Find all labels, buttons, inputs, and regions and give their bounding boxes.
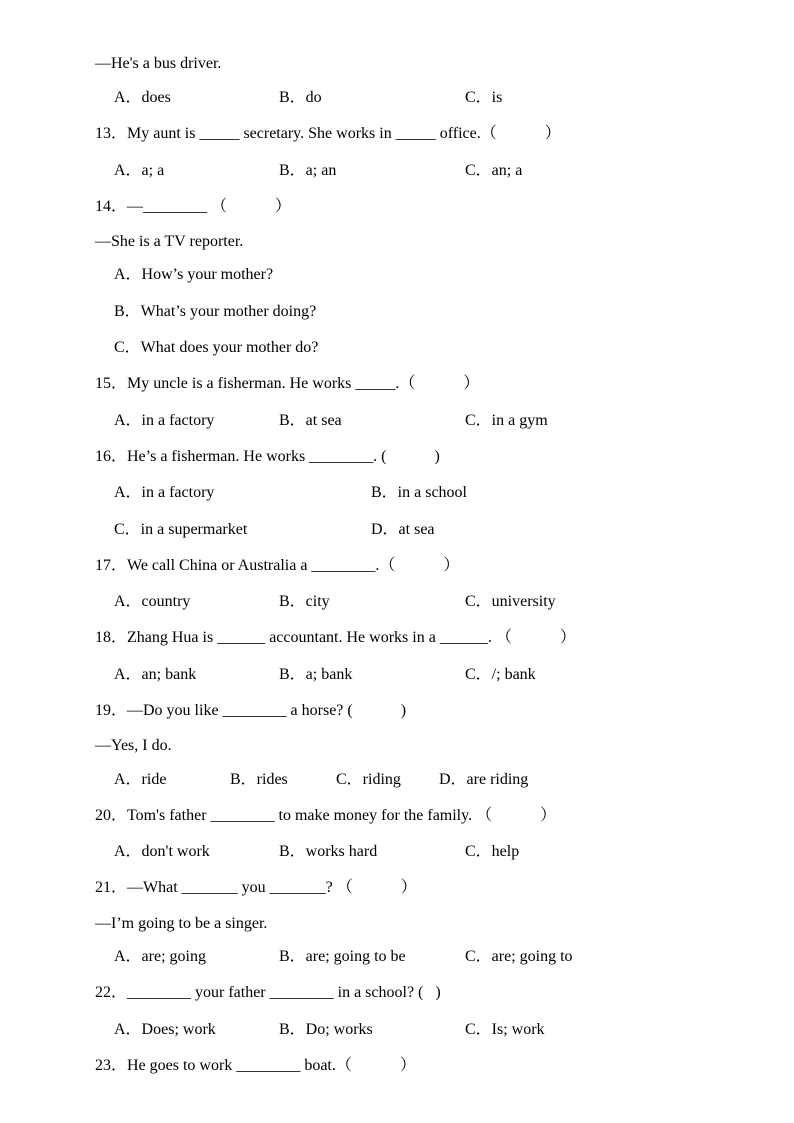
question-16: 16．He’s a fisherman. He works ________. ( ) [95,448,440,465]
option-a: A．ride [114,771,167,788]
question-17: 17．We call China or Australia a ________.（ ） [95,557,460,574]
question-20: 20．Tom's father ________ to make money for the family. （ ） [95,807,557,824]
option-b: B．are; going to be [279,948,406,965]
option-b: B．at sea [279,412,342,429]
option-c: C．are; going to [465,948,573,965]
question-22: 22．________ your father ________ in a school? ( ) [95,984,441,1001]
option-c: C．riding [336,771,401,788]
answer-line: —He's a bus driver. [95,55,222,72]
option-a: A．in a factory [114,412,215,429]
option-b: B．rides [230,771,288,788]
option-a: A．does [114,89,171,106]
option-b: B．What’s your mother doing? [114,303,317,320]
question-15: 15．My uncle is a fisherman. He works _____.（ ） [95,375,480,392]
option-d: D．at sea [371,521,435,538]
option-c: C．in a supermarket [114,521,248,538]
option-c: C．in a gym [465,412,548,429]
answer-line: —She is a TV reporter. [95,233,244,250]
question-14: 14．—________ （ ） [95,198,292,215]
option-c: C．university [465,593,556,610]
option-c: C．/; bank [465,666,536,683]
option-b: B．do [279,89,322,106]
question-18: 18．Zhang Hua is ______ accountant. He works in a ______. （ ） [95,629,576,646]
option-d: D．are riding [439,771,529,788]
option-b: B．works hard [279,843,378,860]
answer-line: —Yes, I do. [95,737,172,754]
option-a: A．an; bank [114,666,197,683]
question-19: 19．—Do you like ________ a horse? ( ) [95,702,407,719]
option-a: A．don't work [114,843,210,860]
question-13: 13．My aunt is _____ secretary. She works in _____ office.（ ） [95,125,561,142]
question-23: 23．He goes to work ________ boat.（ ） [95,1057,416,1074]
option-a: A．in a factory [114,484,215,501]
option-c: C．an; a [465,162,523,179]
option-b: B．city [279,593,330,610]
option-a: A．a; a [114,162,165,179]
option-b: B．in a school [371,484,467,501]
option-b: B．a; an [279,162,337,179]
option-b: B．a; bank [279,666,353,683]
option-a: A．Does; work [114,1021,216,1038]
option-c: C．is [465,89,503,106]
option-c: C．Is; work [465,1021,545,1038]
option-a: A．are; going [114,948,206,965]
option-a: A．country [114,593,191,610]
option-c: C．What does your mother do? [114,339,319,356]
option-b: B．Do; works [279,1021,373,1038]
option-c: C．help [465,843,520,860]
answer-line: —I’m going to be a singer. [95,915,268,932]
question-21: 21．—What _______ you _______? （ ） [95,879,417,896]
option-a: A．How’s your mother? [114,266,274,283]
